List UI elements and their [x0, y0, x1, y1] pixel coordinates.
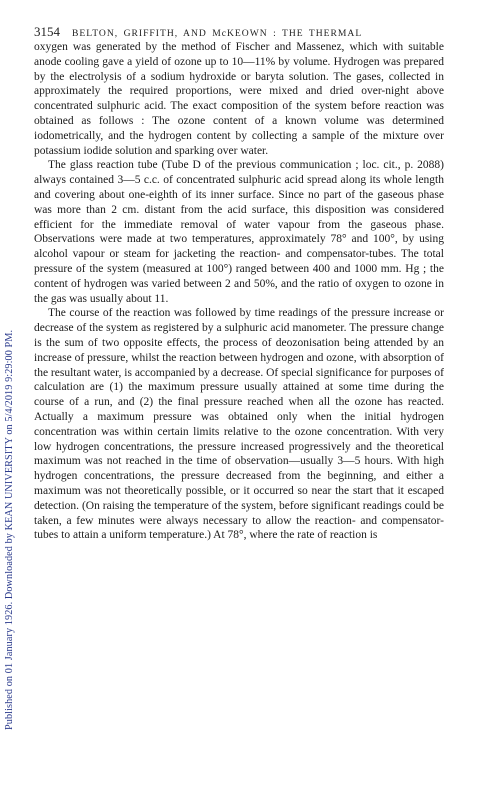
- running-header: [34, 24, 444, 40]
- page-number: 3154: [34, 24, 60, 39]
- running-title: BELTON, GRIFFITH, AND McKEOWN : THE THERMAL: [72, 28, 363, 39]
- body-text: [34, 40, 444, 543]
- download-watermark-text: Published on 01 January 1926. Downloaded by KEAN UNIVERSITY on 5/4/2019 9:29:00 PM.: [4, 329, 15, 730]
- paragraph-reaction-course: The course of the reaction was followed by time readings of the pressure increase or decrease of the system as registered by a sulphuric acid manometer. The pressure change is the sum of two opposite effects, the process of deozonisation being attended by an increase of pressure, whilst the reaction between hydrogen and ozone, with absorption of the resultant water, is accompanied by a decrease. Of special significance for purposes of calculation are (1) the maximum pressure usually attained at some time during the course of a run, and (2) the final pressure reached when all the ozone has reacted. Actually a maximum pressure was obtained only when the initial hydrogen concentration was within certain limits relative to the ozone concentration. With very low hydrogen concentrations, the pressure increased progressively and the theoretical maximum was not reached in the time of observation—usually 3—5 hours. With high hydrogen concentrations, the pressure decreased from the beginning, and either a maximum was not theoretically possible, or it occurred so near the start that it escaped detection. (On raising the temperature of the system, before significant readings could be taken, a few minutes were always necessary to allow the reaction- and compensator-tubes to attain a uniform temperature.) At 78°, where the rate of reaction is: [34, 307, 444, 542]
- download-watermark: [0, 40, 22, 800]
- paragraph-reaction-tube: The glass reaction tube (Tube D of the previous communication ; loc. cit., p. 2088) always contained 3—5 c.c. of concentrated sulphuric acid spread along its whole length and covering about one-eighth of its inner surface. Since no part of the gaseous phase was more than 2 cm. distant from the acid surface, this disposition was considered efficient for the immediate removal of water vapour from the gaseous phase. Observations were made at two temperatures, approximately 78° and 100°, by using alcohol vapour or steam for jacketing the reaction- and compensator-tubes. The total pressure of the system (measured at 100°) ranged between 400 and 1000 mm. Hg ; the content of hydrogen was varied between 2 and 50%, and the ratio of oxygen to ozone in the gas was usually about 11.: [34, 159, 444, 305]
- paragraph-continued: oxygen was generated by the method of Fischer and Massenez, which with suitable anode cooling gave a yield of ozone up to 10—11% by volume. Hydrogen was prepared by the electrolysis of a sodium hydroxide or baryta solution. The gases, collected in approximately the required proportions, were mixed and dried over-night above concentrated sulphuric acid. The exact composition of the system before reaction was obtained as follows : The ozone content of a known volume was determined iodometrically, and the hydrogen content by collecting a sample of the mixture over potassium iodide solution and sparking over water.: [34, 41, 444, 157]
